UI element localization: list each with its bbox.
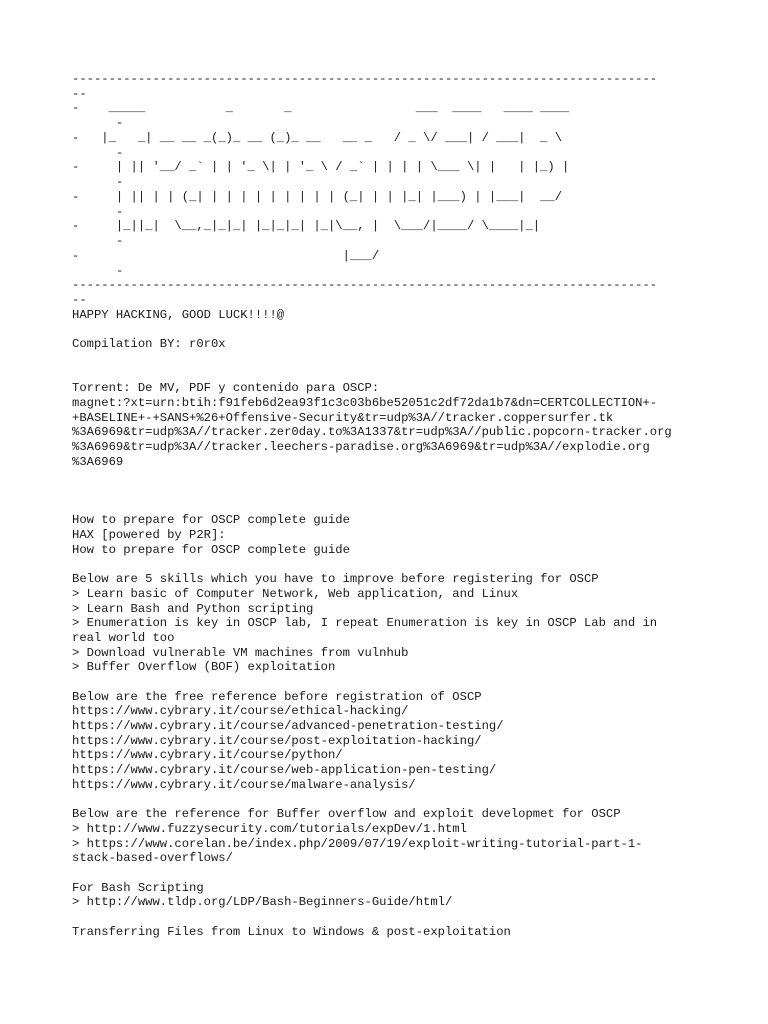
banner-art-line: - |___/ <box>72 248 380 263</box>
banner-art-tail: - <box>116 204 124 219</box>
torrent-section <box>72 381 702 469</box>
banner-art-line: - | || | | (_| | | | | | | | | | (_| | | |_| |___) | |___| __/ <box>72 189 563 204</box>
banner-row <box>72 249 702 279</box>
compilation-credit: Compilation BY: r0r0x <box>72 337 226 352</box>
free-references-section <box>72 690 702 793</box>
guide-title: How to prepare for OSCP complete guide <box>72 513 350 528</box>
reference-link[interactable]: stack-based-overflows/ <box>72 851 233 866</box>
banner-art-line: - | || '__/ _` | | '_ \| | '_ \ / _` | | | | \___ \| | | |_) | <box>72 160 570 175</box>
magnet-link-line[interactable]: %3A6969&tr=udp%3A//tracker.zer0day.to%3A1337&tr=udp%3A//public.popcorn-tracker.org <box>72 425 672 440</box>
banner-art-tail: - <box>116 263 124 278</box>
bash-heading: For Bash Scripting <box>72 880 204 895</box>
skill-item: > Learn Bash and Python scripting <box>72 601 314 616</box>
banner-art-line: - |_ _| __ __ _(_)_ __ (_)_ __ __ _ / _ \/ ___| / ___| _ \ <box>72 130 563 145</box>
guide-section <box>72 513 702 557</box>
reference-link[interactable]: https://www.cybrary.it/course/ethical-hacking/ <box>72 704 409 719</box>
reference-link[interactable]: https://www.cybrary.it/course/advanced-penetration-testing/ <box>72 719 504 734</box>
magnet-link-line[interactable]: magnet:?xt=urn:btih:f91feb6d2ea93f1c3c03b6be52051c2df72da1b7&dn=CERTCOLLECTION+- <box>72 395 658 410</box>
greeting-text: HAPPY HACKING, GOOD LUCK!!!!@ <box>72 307 285 322</box>
banner-row <box>72 131 702 161</box>
magnet-link-line[interactable]: +BASELINE+-+SANS+%26+Offensive-Security&tr=udp%3A//tracker.coppersurfer.tk <box>72 410 614 425</box>
skill-item: > Buffer Overflow (BOF) exploitation <box>72 660 336 675</box>
banner-rule-top: -------------------------------------------------------------------------------- <box>72 72 658 86</box>
banner-rule-bottom-tail: -- <box>72 293 87 308</box>
skill-item: > Learn basic of Computer Network, Web application, and Linux <box>72 586 519 601</box>
ascii-banner <box>72 72 702 308</box>
torrent-heading: Torrent: De MV, PDF y contenido para OSCP: <box>72 381 380 396</box>
magnet-link-line[interactable]: %3A6969 <box>72 454 124 469</box>
reference-link[interactable]: https://www.cybrary.it/course/malware-analysis/ <box>72 777 416 792</box>
reference-link[interactable]: > https://www.corelan.be/index.php/2009/07/19/exploit-writing-tutorial-part-1- <box>72 836 643 851</box>
banner-row <box>72 219 702 249</box>
transfer-heading: Transferring Files from Linux to Windows & post-exploitation <box>72 924 511 939</box>
bash-section <box>72 881 702 910</box>
banner-rule-top-tail: -- <box>72 86 87 101</box>
reference-link[interactable]: > http://www.fuzzysecurity.com/tutorials/expDev/1.html <box>72 821 467 836</box>
skills-section <box>72 572 702 675</box>
reference-link[interactable]: https://www.cybrary.it/course/post-exploitation-hacking/ <box>72 733 482 748</box>
banner-rule-bottom: -------------------------------------------------------------------------------- <box>72 278 658 293</box>
banner-row <box>72 101 702 131</box>
guide-subtitle: How to prepare for OSCP complete guide <box>72 542 350 557</box>
magnet-link-line[interactable]: %3A6969&tr=udp%3A//tracker.leechers-paradise.org%3A6969&tr=udp%3A//explodie.org <box>72 439 650 454</box>
document-page <box>72 72 702 939</box>
reference-link[interactable]: https://www.cybrary.it/course/web-application-pen-testing/ <box>72 763 497 778</box>
banner-art-tail: - <box>116 175 124 190</box>
banner-art-tail: - <box>116 145 124 160</box>
banner-art-tail: - <box>116 234 124 249</box>
skill-item: > Enumeration is key in OSCP lab, I repeat Enumeration is key in OSCP Lab and in <box>72 616 658 631</box>
banner-art-line: - _____ _ _ ___ ____ ____ ____ <box>72 101 570 116</box>
skill-item: > Download vulnerable VM machines from vulnhub <box>72 645 409 660</box>
reference-link[interactable]: > http://www.tldp.org/LDP/Bash-Beginners-Guide/html/ <box>72 895 453 910</box>
bof-references-section <box>72 807 702 866</box>
guide-hax-credit: HAX [powered by P2R]: <box>72 528 226 543</box>
bof-references-heading: Below are the reference for Buffer overflow and exploit developmet for OSCP <box>72 807 621 822</box>
banner-art-tail: - <box>116 116 124 131</box>
skills-heading: Below are 5 skills which you have to improve before registering for OSCP <box>72 572 599 587</box>
free-references-heading: Below are the free reference before registration of OSCP <box>72 689 482 704</box>
reference-link[interactable]: https://www.cybrary.it/course/python/ <box>72 748 343 763</box>
banner-art-line: - |_||_| \__,_|_|_| |_|_|_| |_|\__, | \___/|____/ \____|_| <box>72 219 541 234</box>
banner-row <box>72 160 702 190</box>
skill-item: real world too <box>72 630 175 645</box>
banner-row <box>72 190 702 220</box>
